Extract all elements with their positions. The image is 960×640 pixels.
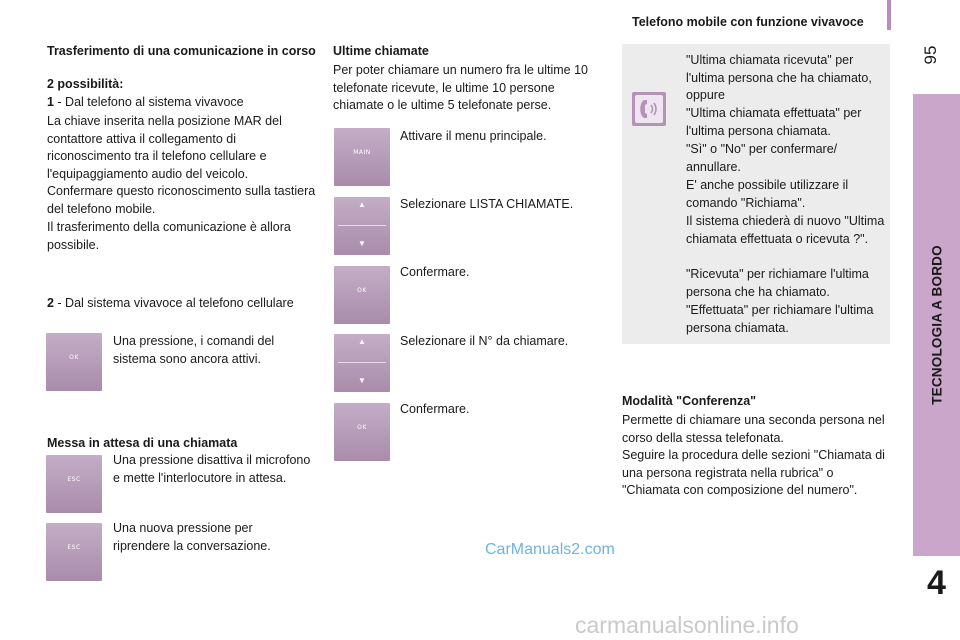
step-confirm-2: Confermare.: [400, 402, 470, 416]
conference-paragraph-1: Permette di chiamare una seconda persona nel corso della stessa telefonata.: [622, 413, 885, 445]
chapter-number: 4: [927, 564, 946, 602]
esc-button-2: ESC: [46, 523, 102, 581]
voice-item-7: "Effettuata" per richiamare l'ultima persona chiamata.: [686, 303, 874, 335]
esc-description-1: Una pressione disattiva il microfono e mette l'interlocutore in attesa.: [113, 453, 311, 485]
up-down-button: [334, 197, 390, 255]
ok-button: OK: [46, 333, 102, 391]
ok-button-confirm-2: OK: [334, 403, 390, 461]
voice-command-icon: [632, 92, 666, 126]
voice-item-4: E' anche possibile utilizzare il comando "Richiama".: [686, 178, 849, 210]
ok-button-confirm-1: OK: [334, 266, 390, 324]
conference-heading: Modalità "Conferenza": [622, 394, 757, 408]
option-2: 2 - Dal sistema vivavoce al telefono cellulare: [47, 296, 294, 310]
step-select-list: Selezionare LISTA CHIAMATE.: [400, 197, 574, 211]
voice-item-6: "Ricevuta" per richiamare l'ultima persona che ha chiamato.: [686, 267, 869, 299]
step-select-number: Selezionare il N° da chiamare.: [400, 334, 569, 348]
sidebar-label: TECNOLOGIA A BORDO: [929, 245, 944, 405]
up-arrow-icon: ▲: [358, 337, 366, 346]
step-activate-menu: Attivare il menu principale.: [400, 129, 547, 143]
down-arrow-icon: ▼: [358, 376, 366, 385]
hold-heading: Messa in attesa di una chiamata: [47, 436, 238, 450]
esc-button: ESC: [46, 455, 102, 513]
voice-item-2: "Ultima chiamata effettuata" per l'ultima persona chiamata.: [686, 106, 862, 138]
voice-item-3: "Sì" o "No" per confermare/ annullare.: [686, 142, 838, 174]
main-button: MAIN: [334, 128, 390, 186]
paragraph-transfer: Il trasferimento della comunicazione è allora possibile.: [47, 220, 291, 252]
voice-item-5: Il sistema chiederà di nuovo "Ultima chiamata effettuata o ricevuta ?".: [686, 214, 885, 246]
conference-paragraph-2: Seguire la procedura delle sezioni "Chiamata di una persona registrata nella rubrica" o "Chiamata con composizione del numero".: [622, 448, 885, 497]
recent-calls-heading: Ultime chiamate: [333, 44, 429, 58]
paragraph-key: La chiave inserita nella posizione MAR del contattore attiva il collegamento di riconoscimento tra il telefono cellulare e l'equipaggiamento audio del veicolo.: [47, 114, 282, 181]
voice-item-1: "Ultima chiamata ricevuta" per l'ultima persona che ha chiamato, oppure: [686, 53, 872, 102]
carmanualsonline-watermark: carmanualsonline.info: [575, 612, 799, 638]
down-arrow-icon: ▼: [358, 239, 366, 248]
option-1: 1 - Dal telefono al sistema vivavoce: [47, 95, 244, 109]
esc-description-2: Una nuova pressione per riprendere la conversazione.: [113, 521, 271, 553]
step-confirm-1: Confermare.: [400, 265, 470, 279]
possibilities-heading: 2 possibilità:: [47, 77, 124, 91]
ok-description: Una pressione, i comandi del sistema sono ancora attivi.: [113, 334, 275, 366]
header-accent-bar: [887, 0, 891, 30]
carmanuals-watermark: CarManuals2.com: [485, 541, 615, 558]
paragraph-confirm: Confermare questo riconoscimento sulla tastiera del telefono mobile.: [47, 184, 316, 216]
up-down-button-2: [334, 334, 390, 392]
recent-calls-intro: Per poter chiamare un numero fra le ultime 10 telefonate ricevute, le ultime 10 persone chiamate o le ultime 5 telefonate perse.: [333, 63, 588, 112]
page-number: 95: [921, 45, 940, 65]
up-arrow-icon: ▲: [358, 200, 366, 209]
transfer-heading: Trasferimento di una comunicazione in corso: [47, 44, 316, 58]
section-title: Telefono mobile con funzione vivavoce: [632, 15, 864, 29]
